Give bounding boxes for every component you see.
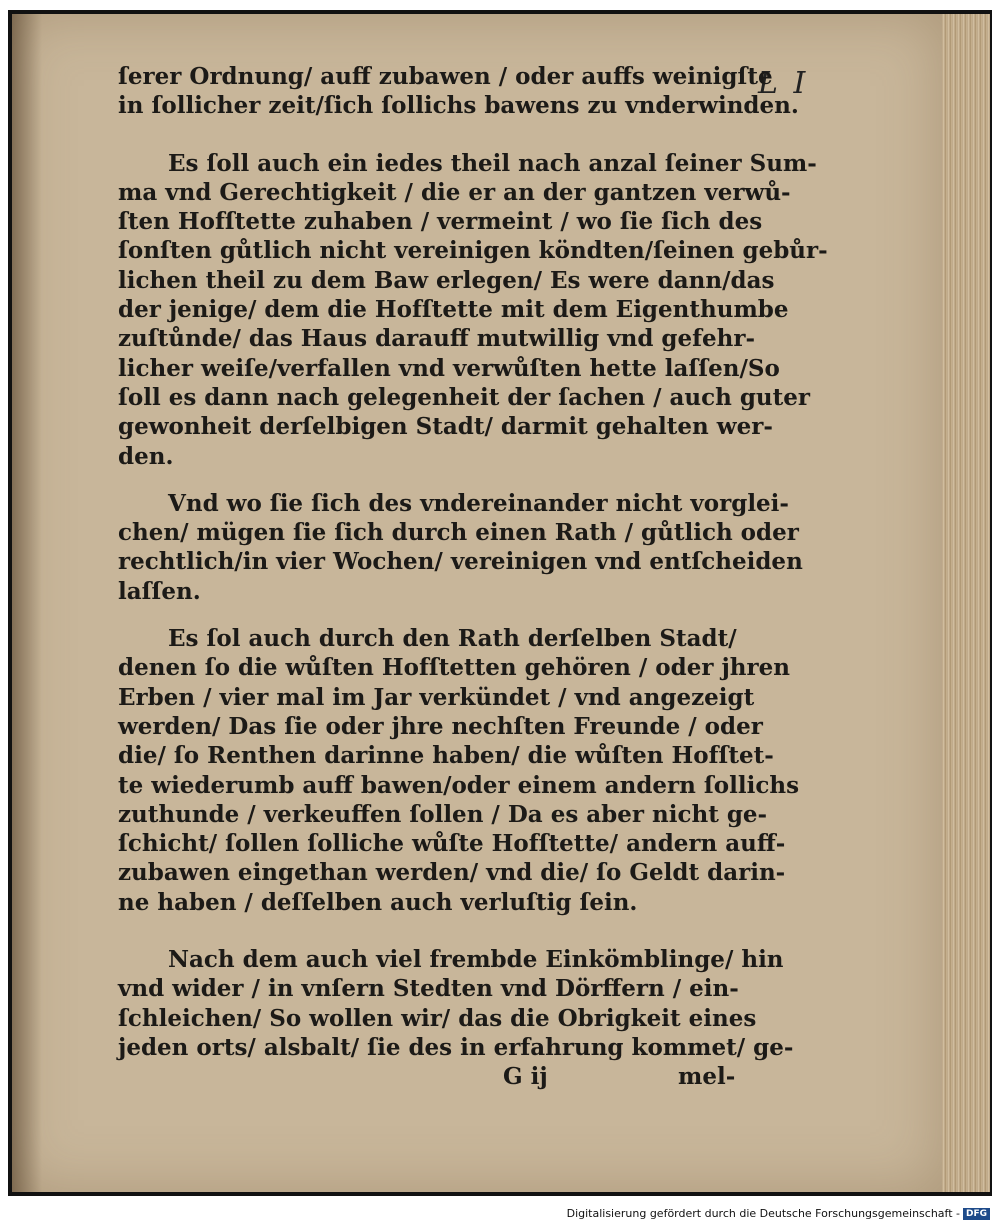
text-line: laſſen. <box>118 577 201 605</box>
page-gutter-shadow <box>12 14 42 1192</box>
text-line: vnd wider / in vnſern Stedten vnd Dörffern / ein- <box>118 975 739 1003</box>
text-line: jeden orts/ alsbalt/ ſie des in erfahrung kommet/ ge- <box>118 1033 794 1061</box>
text-line: den. <box>118 442 174 470</box>
signature-row <box>118 1062 746 1094</box>
text-line: Vnd wo ſie ſich des vndereinander nicht vorglei- <box>168 489 789 517</box>
paragraph-gap <box>118 121 746 149</box>
text-line: der jenige/ dem die Hofſtette mit dem Eigenthumbe <box>118 296 789 324</box>
text-line: denen ſo die wůſten Hofſtetten gehören / oder jhren <box>118 654 790 682</box>
paragraph <box>118 62 799 121</box>
text-line: ſchicht/ ſollen ſolliche wůſte Hofſtette/ andern auff- <box>118 830 786 858</box>
text-line: lichen theil zu dem Baw erlegen/ Es were dann/das <box>118 266 775 294</box>
text-line: zuſtůnde/ das Haus darauff mutwillig vnd gefehr- <box>118 325 756 353</box>
catchword: mel- <box>678 1063 736 1091</box>
paragraph <box>118 489 803 606</box>
paragraph-gap <box>118 606 746 624</box>
text-line: ne haben / deſſelben auch verluſtig ſein. <box>118 888 638 916</box>
text-line: ſten Hofſtette zuhaben / vermeint / wo ſie ſich des <box>118 208 763 236</box>
text-line: Es ſoll auch ein iedes theil nach anzal ſeiner Sum- <box>168 149 817 177</box>
text-line: chen/ mügen ſie ſich durch einen Rath / gůtlich oder <box>118 519 799 547</box>
text-line: in ſollicher zeit/ſich ſollichs bawens zu vnderwinden. <box>118 92 799 120</box>
text-line: gewonheit derſelbigen Stadt/ darmit gehalten wer- <box>118 413 773 441</box>
footer-text: Digitalisierung gefördert durch die Deutsche Forschungsgemeinschaft - <box>566 1207 960 1220</box>
text-line: zuthunde / verkeuffen ſollen / Da es aber nicht ge- <box>118 800 768 828</box>
paragraph-gap <box>118 917 746 945</box>
text-line: die/ ſo Renthen darinne haben/ die wůſten Hofſtet- <box>118 742 774 770</box>
body-text <box>118 62 828 1094</box>
folio-number: L I <box>758 66 809 101</box>
paragraph <box>118 149 828 471</box>
footer-credit <box>567 1207 990 1220</box>
text-line: Es ſol auch durch den Rath derſelben Stadt/ <box>168 625 737 653</box>
text-line: Erben / vier mal im Jar verkündet / vnd angezeigt <box>118 683 755 711</box>
paragraph-gap <box>118 471 746 489</box>
signature-mark: G ij <box>503 1063 548 1091</box>
paragraph <box>118 624 800 917</box>
text-line: werden/ Das ſie oder jhre nechſten Freunde / oder <box>118 712 763 740</box>
dfg-logo-icon: DFG <box>963 1208 990 1220</box>
text-line: Nach dem auch viel frembde Einkömblinge/ hin <box>168 946 784 974</box>
text-line: licher weiſe/verfallen vnd verwůſten hette laſſen/So <box>118 354 780 382</box>
page-edges <box>942 14 990 1192</box>
text-line: rechtlich/in vier Wochen/ vereinigen vnd entſcheiden <box>118 548 803 576</box>
paragraph <box>118 945 794 1062</box>
text-line: ſonſten gůtlich nicht vereinigen köndten/ſeinen gebůr- <box>118 237 828 265</box>
text-line: ma vnd Gerechtigkeit / die er an der gantzen verwů- <box>118 178 791 206</box>
text-line: te wiederumb auff bawen/oder einem andern ſollichs <box>118 771 800 799</box>
text-line: ſchleichen/ So wollen wir/ das die Obrigkeit eines <box>118 1004 757 1032</box>
text-line: ſoll es dann nach gelegenheit der ſachen / auch guter <box>118 383 811 411</box>
text-line: zubawen eingethan werden/ vnd die/ ſo Geldt darin- <box>118 859 786 887</box>
text-line: ſerer Ordnung/ auff zubawen / oder auffs weinigſte <box>118 63 773 90</box>
